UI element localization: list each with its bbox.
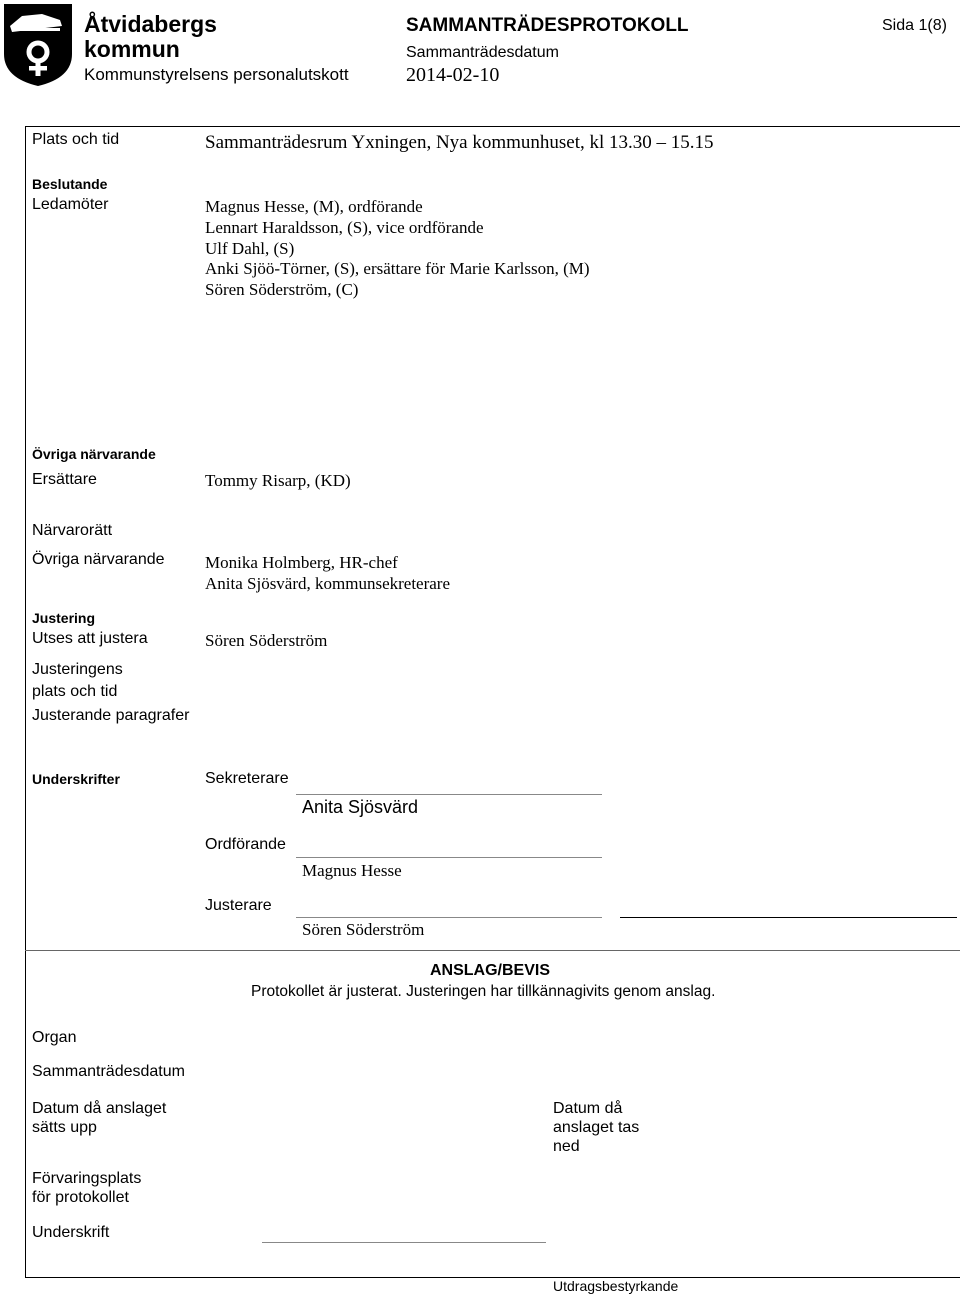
meeting-date-label: Sammanträdesdatum bbox=[406, 44, 559, 61]
adjustment-place-time-line1: Justeringens bbox=[32, 661, 123, 678]
top-border bbox=[25, 126, 960, 127]
secretary-name: Anita Sjösvärd bbox=[302, 797, 419, 817]
deciding-section-label: Beslutande bbox=[32, 176, 108, 192]
removed-date-label bbox=[553, 1099, 639, 1156]
other-present-list bbox=[205, 553, 450, 595]
removed-date-line2: anslaget tas bbox=[553, 1119, 640, 1136]
removed-date-line1: Datum då bbox=[553, 1100, 623, 1117]
logo-shield-icon bbox=[2, 2, 74, 88]
substitutes-label: Ersättare bbox=[32, 471, 97, 488]
member-row: Magnus Hesse, (M), ordförande bbox=[205, 197, 423, 216]
appointed-value: Sören Söderström bbox=[205, 631, 328, 650]
other-present-row: Anita Sjösvärd, kommunsekreterare bbox=[205, 573, 451, 593]
page-number: Sida 1(8) bbox=[882, 17, 947, 34]
storage-line2: för protokollet bbox=[32, 1189, 129, 1206]
posted-date-label bbox=[32, 1099, 166, 1137]
others-section-label: Övriga närvarande bbox=[32, 446, 156, 462]
notice-meeting-date-label: Sammanträdesdatum bbox=[32, 1063, 185, 1080]
signatures-section-label: Underskrifter bbox=[32, 771, 120, 787]
posted-date-line2: sätts upp bbox=[32, 1119, 97, 1136]
substitutes-value: Tommy Risarp, (KD) bbox=[205, 471, 351, 490]
municipality-logo bbox=[2, 2, 74, 88]
secretary-label: Sekreterare bbox=[205, 770, 289, 787]
other-present-row: Monika Holmberg, HR-chef bbox=[205, 553, 398, 572]
members-label: Ledamöter bbox=[32, 196, 109, 213]
extract-certification-label: Utdragsbestyrkande bbox=[553, 1278, 679, 1294]
left-border bbox=[25, 126, 26, 1278]
adjustment-place-time-label bbox=[32, 659, 123, 703]
secretary-signature-line[interactable] bbox=[296, 794, 602, 795]
organ-label: Organ bbox=[32, 1029, 77, 1046]
members-list bbox=[205, 197, 590, 301]
place-time-value: Sammanträdesrum Yxningen, Nya kommunhuset, kl 13.30 – 15.15 bbox=[205, 132, 714, 153]
adjuster-label: Justerare bbox=[205, 897, 272, 914]
member-row: Ulf Dahl, (S) bbox=[205, 238, 295, 258]
chair-label: Ordförande bbox=[205, 836, 286, 853]
document-title: SAMMANTRÄDESPROTOKOLL bbox=[406, 15, 689, 36]
adjustment-place-time-line2: plats och tid bbox=[32, 683, 118, 700]
notice-title: ANSLAG/BEVIS bbox=[429, 962, 550, 979]
storage-line1: Förvaringsplats bbox=[32, 1170, 142, 1187]
appointed-label: Utses att justera bbox=[32, 630, 148, 647]
other-present-label: Övriga närvarande bbox=[32, 551, 165, 568]
department-name: Kommunstyrelsens personalutskott bbox=[84, 65, 349, 84]
posted-date-line1: Datum då anslaget bbox=[32, 1100, 167, 1117]
paragraphs-label: Justerande paragrafer bbox=[32, 707, 190, 724]
meeting-date-value: 2014-02-10 bbox=[406, 64, 500, 86]
member-row: Lennart Haraldsson, (S), vice ordförande bbox=[205, 217, 484, 237]
bottom-border bbox=[25, 1277, 960, 1278]
removed-date-line3: ned bbox=[553, 1138, 580, 1155]
chair-name: Magnus Hesse bbox=[302, 861, 402, 880]
chair-signature-line[interactable] bbox=[296, 857, 602, 858]
notice-signature-line[interactable] bbox=[262, 1242, 546, 1243]
org-name-line1: Åtvidabergs bbox=[84, 11, 217, 37]
member-row: Anki Sjöö-Törner, (S), ersättare för Marie Karlsson, (M) bbox=[205, 259, 590, 279]
adjuster-signature-line[interactable] bbox=[296, 917, 602, 918]
place-time-label: Plats och tid bbox=[32, 131, 120, 148]
notice-text: Protokollet är justerat. Justeringen har tillkännagivits genom anslag. bbox=[251, 983, 716, 1000]
member-row: Sören Söderström, (C) bbox=[205, 280, 359, 300]
org-name-line2: kommun bbox=[84, 36, 180, 62]
presence-right-label: Närvarorätt bbox=[32, 522, 113, 539]
notice-signature-label: Underskrift bbox=[32, 1224, 110, 1241]
adjuster-signature-line-2[interactable] bbox=[620, 917, 957, 918]
storage-label bbox=[32, 1169, 141, 1207]
adjustment-section-label: Justering bbox=[32, 610, 96, 626]
adjuster-name: Sören Söderström bbox=[302, 920, 425, 939]
notice-divider bbox=[25, 950, 960, 951]
